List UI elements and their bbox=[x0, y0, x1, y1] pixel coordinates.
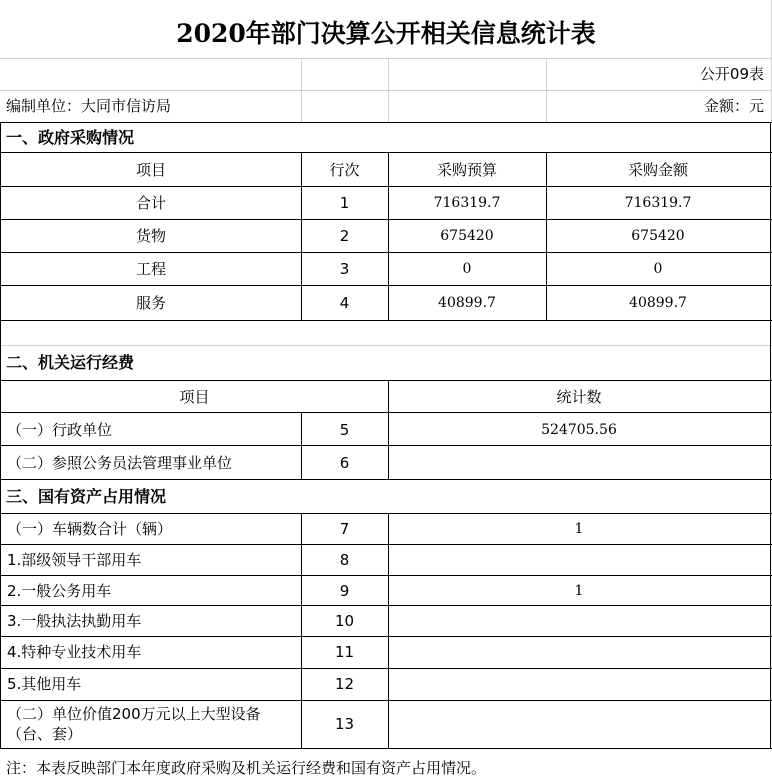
section-heading-procurement: 一、政府采购情况 bbox=[6, 128, 135, 147]
row-no: 1 bbox=[339, 193, 350, 212]
compiling-unit: 编制单位：大同市信访局 bbox=[6, 97, 172, 115]
border bbox=[0, 380, 772, 381]
border bbox=[0, 412, 772, 413]
row-item: （一）车辆数合计（辆） bbox=[7, 520, 173, 538]
row-item: （二）参照公务员法管理事业单位 bbox=[7, 453, 233, 472]
row-stat: 524705.56 bbox=[541, 421, 617, 438]
border bbox=[0, 605, 772, 606]
row-stat bbox=[388, 606, 770, 636]
row-no: 6 bbox=[339, 453, 350, 472]
border bbox=[0, 668, 772, 669]
row-stat bbox=[388, 446, 770, 479]
border bbox=[0, 544, 772, 545]
row-item: 货物 bbox=[135, 226, 166, 245]
row-item: （二）单位价值200万元以上大型设备（台、套） bbox=[7, 705, 261, 743]
border bbox=[301, 513, 302, 748]
border bbox=[0, 152, 772, 153]
border bbox=[546, 152, 547, 320]
form-code: 公开09表 bbox=[699, 65, 764, 83]
row-stat bbox=[388, 668, 770, 700]
border bbox=[0, 700, 772, 701]
row-no: 9 bbox=[339, 581, 350, 600]
row-amount: 40899.7 bbox=[629, 294, 687, 311]
row-no: 8 bbox=[339, 551, 350, 569]
border bbox=[301, 412, 302, 479]
row-budget: 716319.7 bbox=[433, 194, 501, 211]
col-header-row-no: 行次 bbox=[329, 160, 360, 179]
row-amount: 675420 bbox=[631, 227, 685, 244]
gridline bbox=[0, 58, 772, 59]
border bbox=[0, 122, 1, 748]
gridline bbox=[0, 345, 772, 346]
border bbox=[301, 152, 302, 320]
row-budget: 675420 bbox=[440, 227, 494, 244]
row-item: 2.一般公务用车 bbox=[7, 581, 112, 600]
gridline bbox=[301, 58, 302, 122]
border bbox=[0, 285, 772, 286]
row-amount: 0 bbox=[653, 260, 663, 277]
border bbox=[0, 748, 772, 749]
row-no: 2 bbox=[339, 226, 350, 245]
row-no: 10 bbox=[334, 612, 355, 630]
gridline bbox=[388, 58, 389, 122]
border bbox=[388, 380, 389, 479]
row-no: 13 bbox=[334, 715, 355, 733]
gridline bbox=[0, 90, 772, 91]
row-no: 3 bbox=[339, 259, 350, 278]
row-no: 11 bbox=[334, 643, 355, 661]
section-heading-state-assets: 三、国有资产占用情况 bbox=[6, 487, 167, 506]
table-title: 2020年部门决算公开相关信息统计表 bbox=[176, 19, 596, 48]
row-item: 4.特种专业技术用车 bbox=[7, 643, 142, 661]
border bbox=[0, 513, 772, 514]
row-item: 3.一般执法执勤用车 bbox=[7, 612, 142, 630]
amount-unit: 金额：元 bbox=[703, 97, 764, 115]
row-item: 合计 bbox=[135, 193, 166, 212]
row-stat bbox=[388, 636, 770, 668]
border bbox=[0, 479, 772, 480]
row-stat bbox=[388, 700, 770, 748]
row-no: 5 bbox=[339, 420, 350, 439]
border bbox=[0, 122, 772, 123]
border bbox=[0, 636, 772, 637]
border bbox=[388, 152, 389, 320]
row-item: 服务 bbox=[135, 293, 166, 312]
row-stat: 1 bbox=[574, 521, 584, 537]
gridline bbox=[546, 58, 547, 122]
col-header-amount: 采购金额 bbox=[627, 160, 688, 179]
row-item: （一）行政单位 bbox=[7, 420, 113, 439]
border bbox=[0, 186, 772, 187]
border bbox=[770, 122, 771, 748]
row-amount: 716319.7 bbox=[624, 194, 692, 211]
row-no: 4 bbox=[339, 293, 350, 312]
col-header-budget: 采购预算 bbox=[436, 160, 497, 179]
col-header-item: 项目 bbox=[135, 160, 166, 179]
border bbox=[388, 513, 389, 748]
row-stat bbox=[388, 545, 770, 575]
col-header-stat: 统计数 bbox=[556, 388, 602, 406]
border bbox=[0, 445, 772, 446]
footnote: 注：本表反映部门本年度政府采购及机关运行经费和国有资产占用情况。 bbox=[6, 759, 487, 777]
row-item: 5.其他用车 bbox=[7, 675, 82, 693]
row-no: 7 bbox=[339, 520, 350, 538]
row-item: 1.部级领导干部用车 bbox=[7, 551, 142, 569]
row-item: 工程 bbox=[135, 259, 166, 278]
section-heading-operating-expenses: 二、机关运行经费 bbox=[6, 353, 135, 372]
row-stat: 1 bbox=[574, 582, 584, 599]
row-budget: 40899.7 bbox=[438, 294, 496, 311]
border bbox=[0, 575, 772, 576]
border bbox=[0, 219, 772, 220]
border bbox=[0, 252, 772, 253]
row-no: 12 bbox=[334, 675, 355, 693]
col-header-item: 项目 bbox=[179, 388, 210, 406]
row-budget: 0 bbox=[462, 260, 472, 277]
border bbox=[0, 320, 772, 321]
